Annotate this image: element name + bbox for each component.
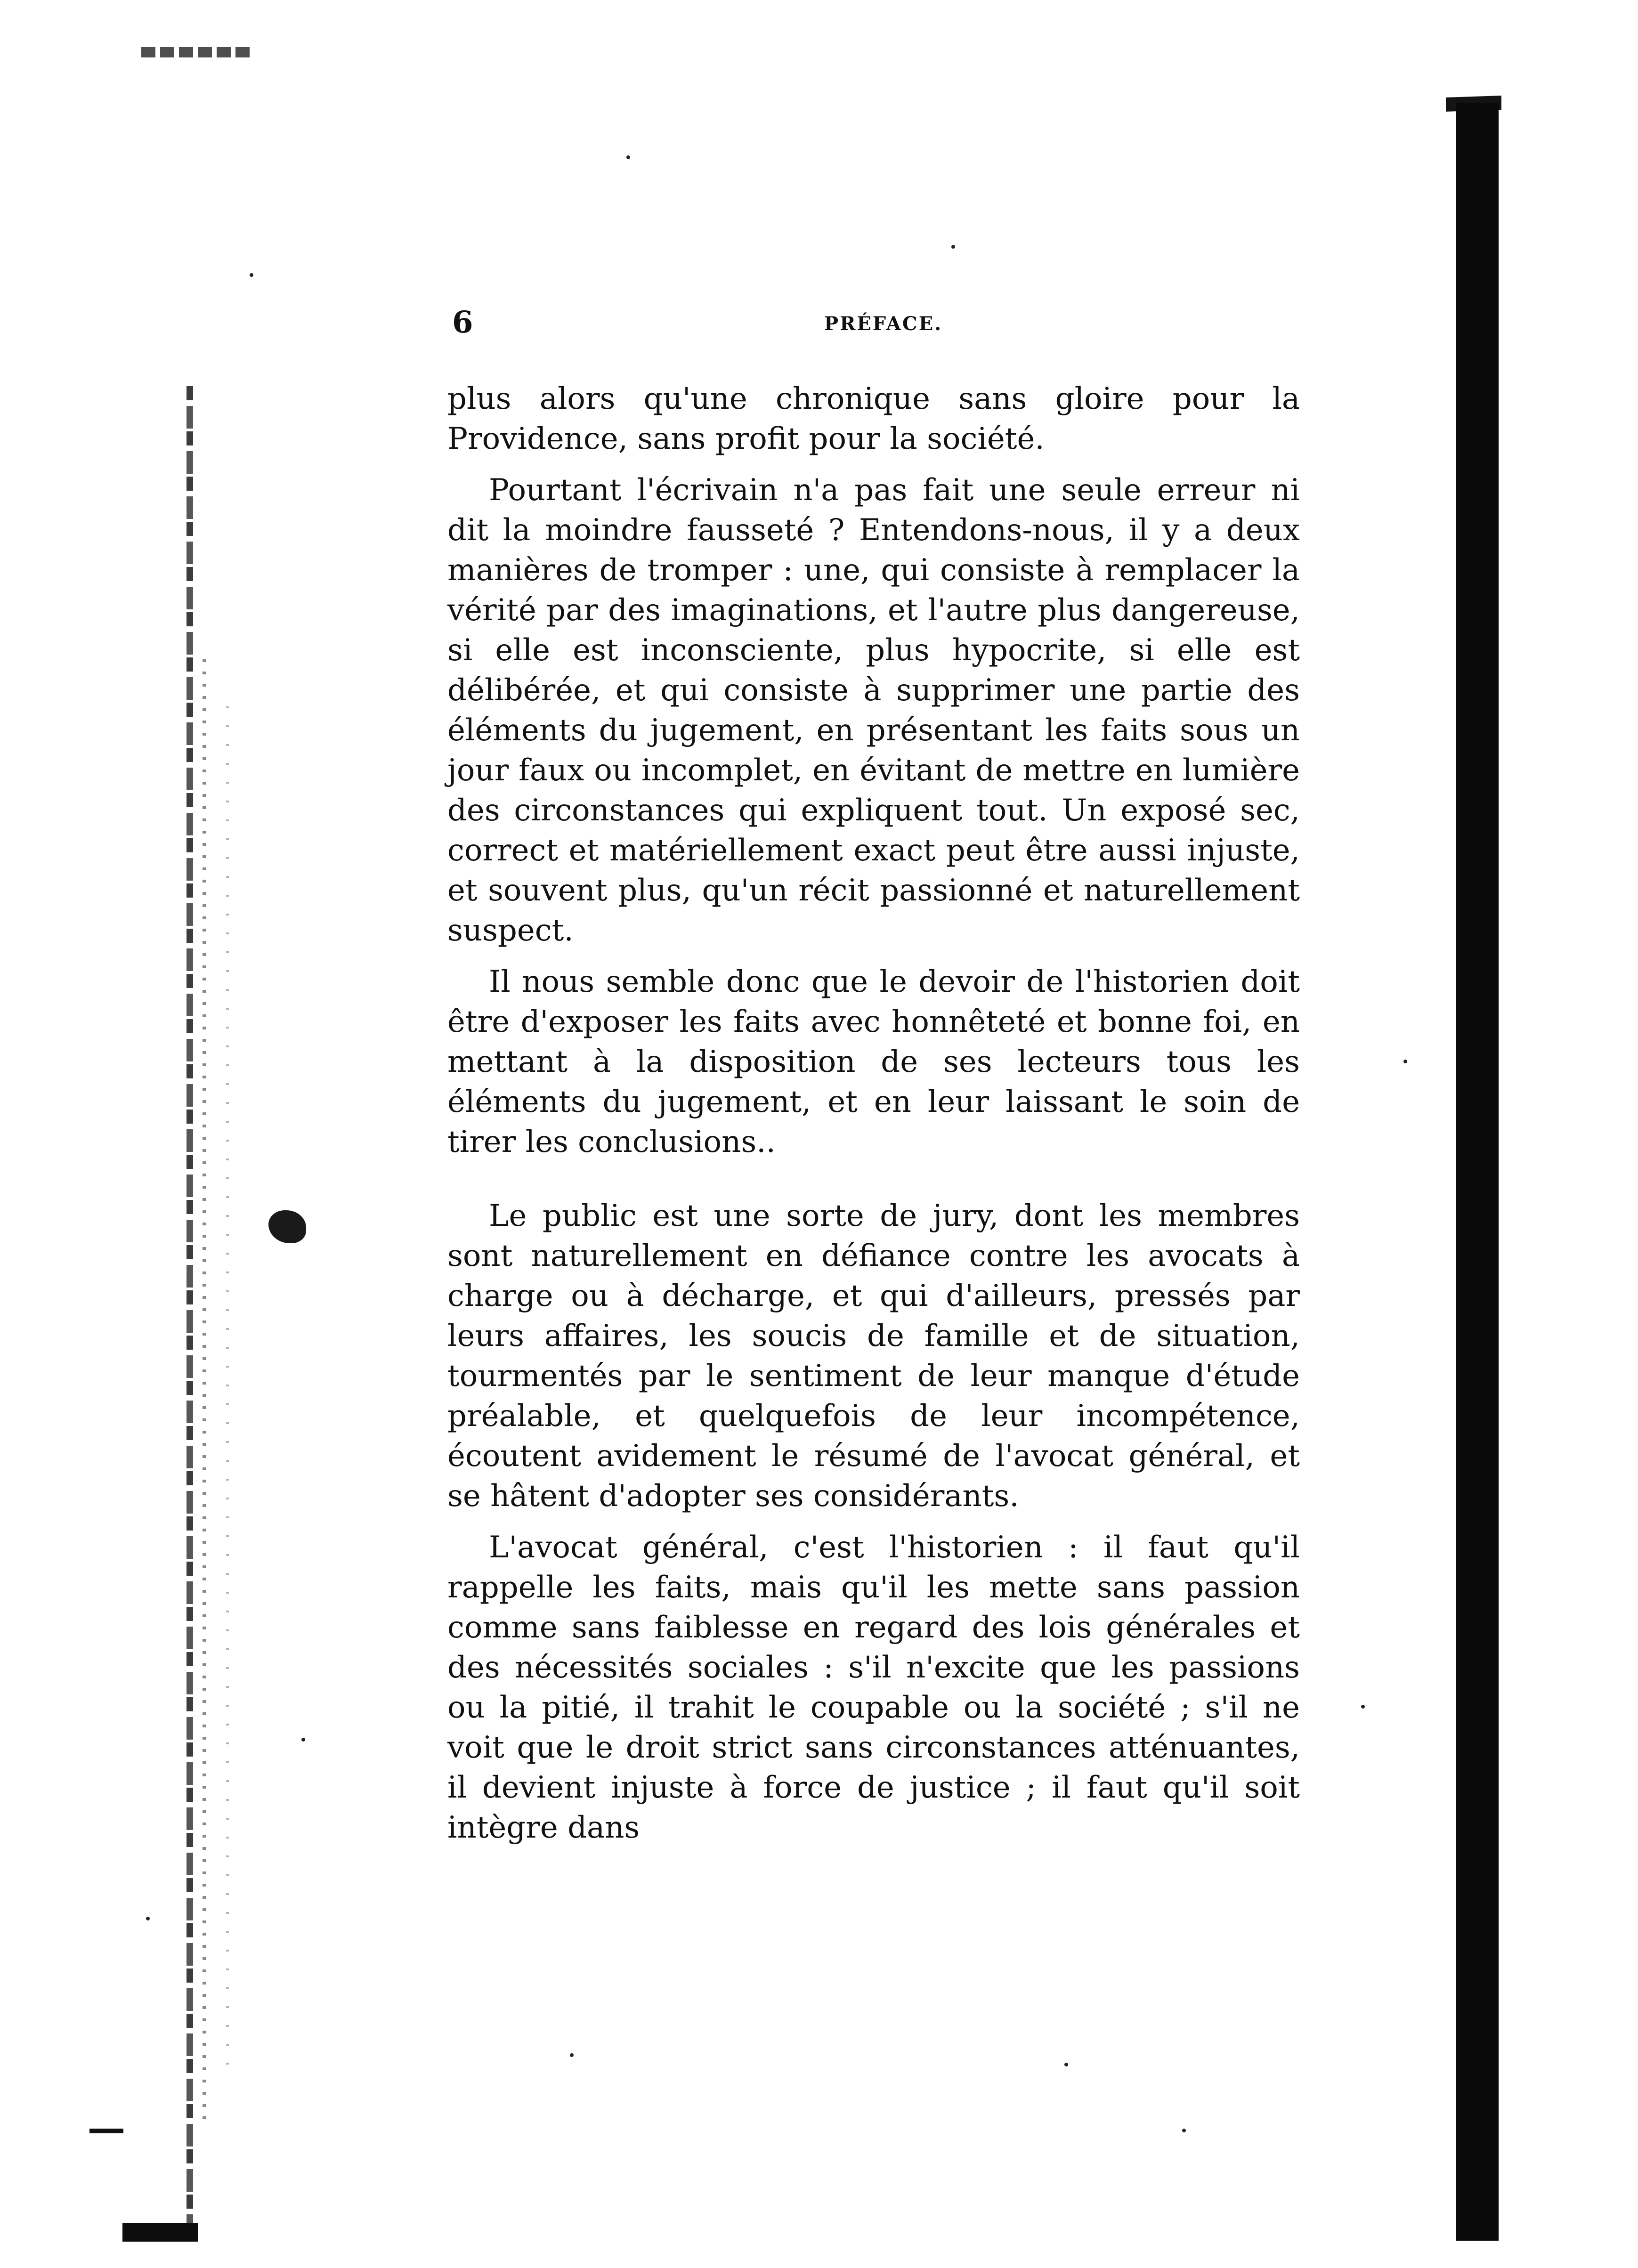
scan-artifact-left-edge-secondary bbox=[203, 659, 206, 2119]
scan-artifact-top-corner bbox=[141, 47, 250, 57]
scan-artifact-left-dash bbox=[89, 2129, 123, 2133]
scan-artifact-bottom-left-bar bbox=[122, 2223, 198, 2242]
paragraph-avocat-general: L'avocat général, c'est l'historien : il faut qu'il rappelle les faits, mais qu'il les mette sans passion comme sans faiblesse en regard des lois générales et des nécessités sociales : s'il n'excite que les passions ou la pitié, il trahit le coupable ou la société ; s'il ne voit que le droit strict sans circonstances atténuantes, il devient injuste à force de justice ; il faut qu'il soit intègre dans bbox=[447, 1530, 1300, 1845]
paragraph-historian-duty: Il nous semble donc que le devoir de l'historien doit être d'exposer les faits avec honnêteté et bonne foi, en mettant à la disposition de ses lecteurs tous les éléments du jugement, et en leur laissant le soin de tirer les conclusions.. bbox=[447, 964, 1300, 1159]
paragraph-continuation: plus alors qu'une chronique sans gloire pour la Providence, sans profit pour la société. bbox=[447, 381, 1300, 456]
scan-speck bbox=[146, 1917, 150, 1920]
scan-artifact-left-edge bbox=[187, 386, 193, 2223]
scan-speck bbox=[951, 245, 955, 249]
page-number: 6 bbox=[452, 305, 473, 340]
paragraph-public-jury: Le public est une sorte de jury, dont les membres sont naturellement en défiance contre les avocats à charge ou à décharge, et qui d'ailleurs, pressés par leurs affaires, les soucis de famille et de situation, tourmentés par le sentiment de leur manque d'étude préalable, et quelquefois de leur incompétence, écoutent avidement le résumé de l'avocat général, et se hâtent d'adopter ses considérants. bbox=[447, 1199, 1300, 1514]
scan-speck bbox=[1403, 1060, 1407, 1063]
scan-speck bbox=[250, 273, 253, 277]
body-text bbox=[447, 379, 1300, 1848]
running-title: PRÉFACE. bbox=[824, 313, 943, 335]
scan-speck bbox=[626, 155, 630, 159]
scan-artifact-left-edge-tertiary bbox=[226, 706, 229, 2072]
scan-speck bbox=[301, 1738, 305, 1742]
running-head bbox=[452, 301, 956, 344]
scan-artifact-right-bar bbox=[1456, 103, 1499, 2241]
scan-speck bbox=[1361, 1705, 1365, 1709]
ink-blot bbox=[268, 1210, 306, 1243]
scan-speck bbox=[1182, 2129, 1186, 2132]
scan-speck bbox=[1064, 2063, 1068, 2066]
paragraph-error-manners: Pourtant l'écrivain n'a pas fait une seule erreur ni dit la moindre fausseté ? Entendons-nous, il y a deux manières de tromper : une, qui consiste à remplacer la vérité par des imaginations, et l'autre plus dangereuse, si elle est inconsciente, plus hypocrite, si elle est délibérée, et qui consiste à supprimer une partie des éléments du jugement, en présentant les faits sous un jour faux ou incomplet, en évitant de mettre en lumière des circonstances qui expliquent tout. Un exposé sec, correct et matériellement exact peut être aussi injuste, et souvent plus, qu'un récit passionné et naturellement suspect. bbox=[447, 473, 1300, 948]
scan-speck bbox=[570, 2053, 574, 2057]
